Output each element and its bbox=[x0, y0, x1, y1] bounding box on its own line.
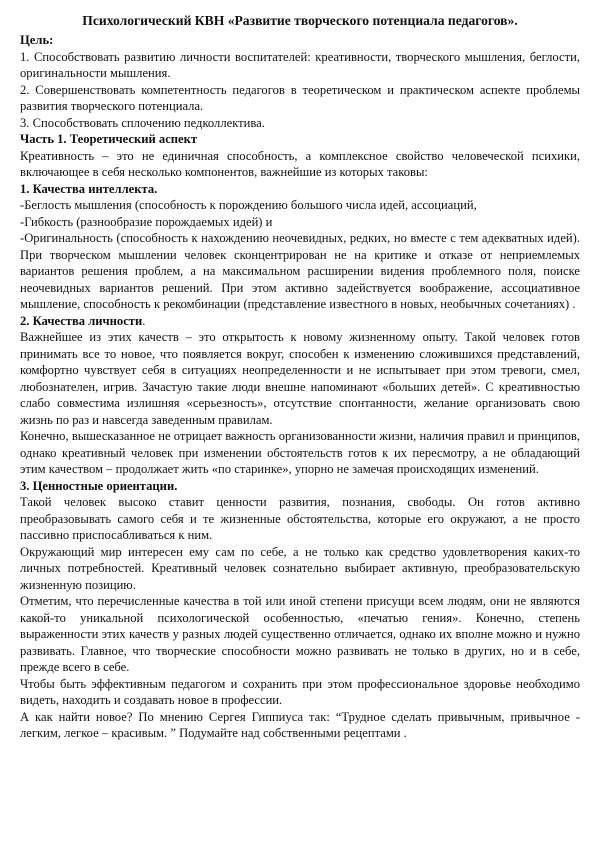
section3-paragraph-5: А как найти новое? По мнению Сергея Гиппиуса так: “Трудное сделать привычным, привычное - легким, легкое – красивым. ” Подумайте над собственными рецептами . bbox=[20, 709, 580, 740]
section3-paragraph-3: Отметим, что перечисленные качества в той или иной степени присущи всем людям, они не являются какой-то уникальной психологической особенностью, «печатью гения». Конечно, степень выраженности этих качеств у разных людей существенно отличается, однако их вполне можно и нужно развивать. Главное, что творческие способности можно развивать не только в других, но и в себе, прежде всего в себе. bbox=[20, 594, 580, 674]
document-title: Психологический КВН «Развитие творческого потенциала педагогов». bbox=[82, 13, 518, 28]
part1-intro: Креативность – это не единичная способность, а комплексное свойство человеческой психики, включающее в себя несколько компонентов, важнейшие из которых таковы: bbox=[20, 148, 580, 179]
goal-heading: Цель: bbox=[20, 33, 54, 47]
section3-heading: 3. Ценностные ориентации. bbox=[20, 478, 178, 493]
section1-list bbox=[20, 197, 580, 313]
goal-list bbox=[20, 49, 580, 132]
section2-heading bbox=[20, 313, 580, 330]
section3-paragraph-2: Окружающий мир интересен ему сам по себе, а не только как средство удовлетворения каких-то личных потребностей. Креативный человек сознательно выбирает активную, преобразовательскую жизненную позицию. bbox=[20, 544, 580, 592]
section2-heading-text: 2. Качества личности bbox=[20, 313, 143, 328]
section3-paragraph-4: Чтобы быть эффективным педагогом и сохранить при этом профессиональное здоровье необходимо видеть, находить и создавать новое в профессии. bbox=[20, 676, 580, 707]
section3-paragraph-1: Такой человек высоко ставит ценности развития, познания, свободы. Он готов активно преобразовывать самого себя и те жизненные обстоятельства, которые его окружают, а не просто пассивно приспосабливаться к ним. bbox=[20, 495, 580, 542]
section2-paragraph-2: Конечно, вышесказанное не отрицает важность организованности жизни, наличия правил и принципов, однако креативный человек при изменении обстоятельств готов к их пересмотру, а не обладающий этим качеством – продолжает жить «по старинке», упорно не замечая происходящих изменений. bbox=[20, 429, 580, 476]
section1-item-flexibility: -Гибкость (разнообразие порождаемых идей) и bbox=[20, 214, 273, 229]
section1-heading: 1. Качества интеллекта. bbox=[20, 181, 158, 196]
document-page bbox=[20, 12, 580, 742]
section1-item-originality: -Оригинальность (способность к нахождению неочевидных, редких, но вместе с тем адекватных идей). При творческом мышлении человек сконцентрирован не на критике и отказе от неприемлемых вариантов решения проблем, а на максимальном расширении видения проблемного поля, поиске неочевидных вариантов решений. При этом активно задействуется воображение, ассоциативное мышление, способность к рекомбинации (представление известного в новых, необычных сочетаниях) . bbox=[20, 231, 580, 311]
section1-item-fluency: -Беглость мышления (способность к порождению большого числа идей, ассоциаций, bbox=[20, 198, 477, 212]
goal-item-1: 1. Способствовать развитию личности воспитателей: креативности, творческого мышления, беглости, оригинальности мышления. bbox=[20, 49, 580, 80]
goal-item-3: 3. Способствовать сплочению педколлектива. bbox=[20, 115, 265, 130]
part1-heading: Часть 1. Теоретический аспект bbox=[20, 132, 198, 146]
section2-heading-suffix: . bbox=[142, 313, 146, 328]
goal-item-2: 2. Совершенствовать компетентность педагогов в теоретическом и практическом аспекте проблемы развития творческого потенциала. bbox=[20, 82, 580, 113]
section2-paragraph-1: Важнейшее из этих качеств – это открытость к новому жизненному опыту. Такой человек готов принимать все то новое, что появляется вокруг, способен к изменению сложившихся представлений, комфортно чувствует себя в ситуациях неопределенности и не испытывает при этом тревоги, смел, любознателен, игрив. Зачастую такие люди внешне напоминают «больших детей». С креативностью слабо совместима излишняя «серьезность», отсутствие спонтанности, желание организовать свою жизнь по раз и навсегда заведенным правилам. bbox=[20, 330, 580, 427]
